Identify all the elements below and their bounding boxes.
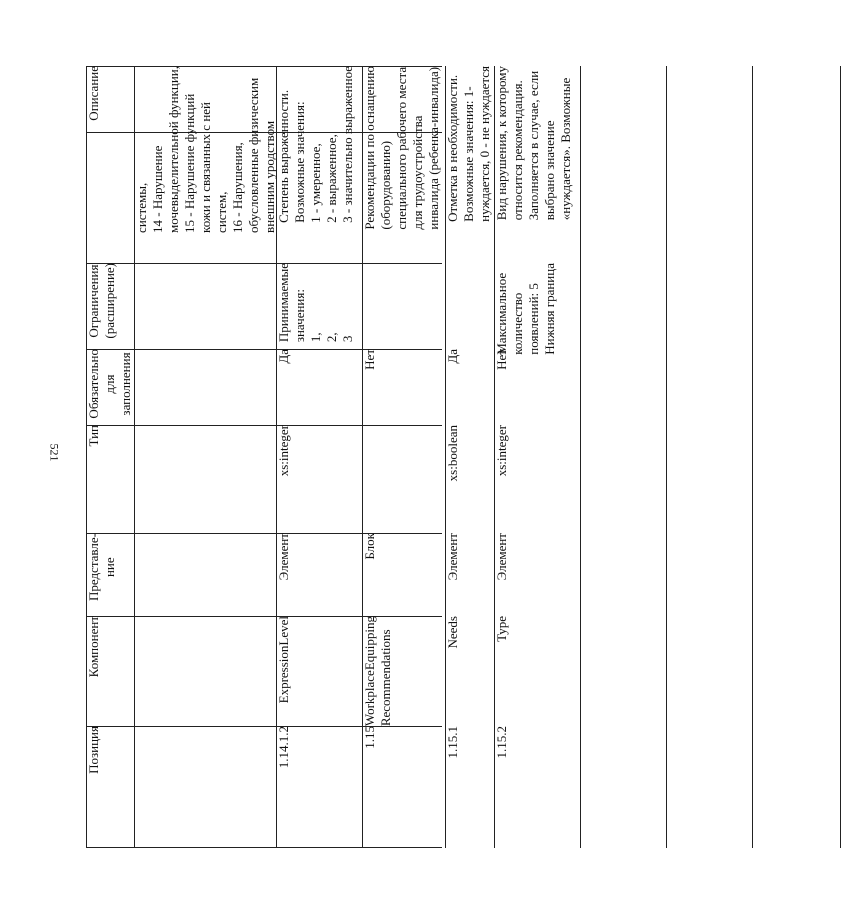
row3-mandatory: Да bbox=[445, 349, 460, 364]
row2-restrictions bbox=[362, 263, 445, 349]
header-representation: Представле- ние bbox=[86, 533, 117, 602]
row0-description: системы, 14 - Нарушение мочевыделительной функции, 15 - Нарушение функций кожи и связанных с ней систем, 16 - Нарушения, обусловленные физическим внешним уродством bbox=[134, 66, 277, 233]
specification-table bbox=[86, 66, 573, 848]
row1-position: 1.14.1.2 bbox=[276, 726, 291, 769]
row1-type: xs:integer bbox=[276, 425, 291, 477]
row4-representation: Элемент bbox=[494, 533, 509, 581]
row3-type: xs:boolean bbox=[445, 425, 460, 482]
row4-component: Type bbox=[494, 616, 509, 642]
row4-position: 1.15.2 bbox=[494, 726, 509, 759]
row3-description: Отметка в необходимости. Возможные значения: 1- нуждается, 0 - не нуждается bbox=[445, 66, 492, 222]
header-position: Позиция bbox=[86, 726, 101, 774]
row2-component: WorkplaceEquipping Recommendations bbox=[362, 616, 393, 727]
header-restrictions: Ограничения (расширение) bbox=[86, 263, 117, 339]
row1-representation: Элемент bbox=[276, 533, 291, 581]
row4-restrictions: Максимальное количество появлений: 5 Нижняя граница bbox=[494, 263, 557, 355]
page-number: 521 bbox=[47, 443, 62, 462]
header-component: Компонент bbox=[86, 616, 101, 678]
row4-mandatory: Нет bbox=[494, 349, 509, 370]
header-mandatory: Обязательно для заполнения bbox=[86, 349, 133, 419]
row3-restrictions bbox=[445, 263, 494, 349]
row2-representation: Блок bbox=[362, 533, 377, 560]
row2-type bbox=[362, 425, 445, 533]
row4-description: Вид нарушения, к которому относится рекомендация. Заполняется в случае, если выбрано значение «нуждается». Возможные bbox=[494, 66, 573, 221]
row4-type: xs:integer bbox=[494, 425, 509, 477]
row2-position: 1.15 bbox=[362, 726, 377, 749]
header-type: Тип bbox=[86, 425, 101, 447]
row1-description: Степень выраженности. Возможные значения: 1 - умеренное, 2 - выраженное, 3 - значительно выраженное bbox=[276, 66, 355, 223]
row1-restrictions: Принимаемые значения: 1, 2, 3 bbox=[276, 263, 355, 343]
row2-description: Рекомендации по оснащению (оборудованию) специального рабочего места для трудоустройства инвалида (ребенка-инвалида) bbox=[362, 66, 441, 230]
row1-component: ExpressionLevel bbox=[276, 616, 291, 704]
row1-mandatory: Да bbox=[276, 349, 291, 364]
row3-representation: Элемент bbox=[445, 533, 460, 581]
row2-mandatory: Нет bbox=[362, 349, 377, 370]
row3-component: Needs bbox=[445, 616, 460, 649]
header-description: Описание bbox=[86, 66, 101, 121]
row3-position: 1.15.1 bbox=[445, 726, 460, 759]
